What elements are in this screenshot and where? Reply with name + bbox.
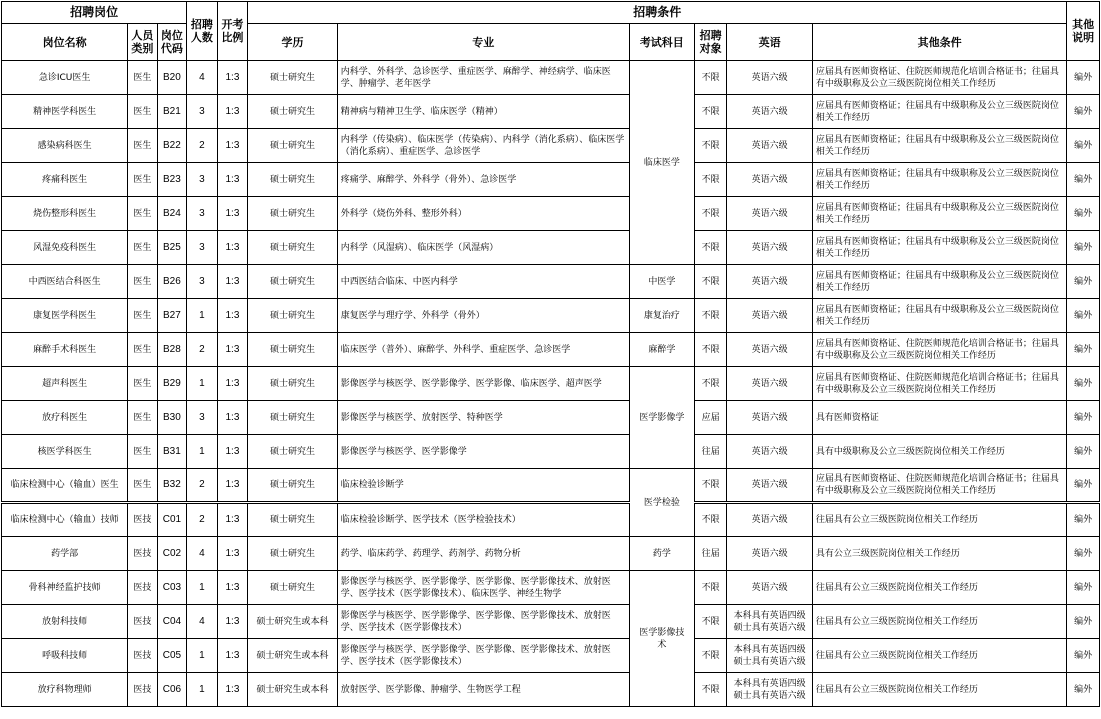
note-cell: 编外 xyxy=(1067,673,1100,707)
count-cell: 3 xyxy=(187,163,218,197)
note-cell: 编外 xyxy=(1067,537,1100,571)
count-cell: 2 xyxy=(187,503,218,537)
conditions-cell: 应届具有医师资格证、住院医师规范化培训合格证书；往届具有中级职称及公立三级医院岗位相关工作经历 xyxy=(812,469,1066,503)
position-name-cell: 核医学科医生 xyxy=(2,435,128,469)
exam-subject-cell: 医学检验 xyxy=(629,469,694,537)
target-cell: 往届 xyxy=(694,537,727,571)
count-cell: 1 xyxy=(187,639,218,673)
conditions-cell: 应届具有医师资格证、住院医师规范化培训合格证书；往届具有中级职称及公立三级医院岗位相关工作经历 xyxy=(812,61,1066,95)
conditions-cell: 具有公立三级医院岗位相关工作经历 xyxy=(812,537,1066,571)
count-cell: 3 xyxy=(187,197,218,231)
header-english: 英语 xyxy=(727,24,812,61)
target-cell: 不限 xyxy=(694,367,727,401)
target-cell: 不限 xyxy=(694,95,727,129)
position-code-cell: B24 xyxy=(157,197,187,231)
education-cell: 硕士研究生 xyxy=(248,163,338,197)
education-cell: 硕士研究生 xyxy=(248,333,338,367)
major-cell: 内科学、外科学、急诊医学、重症医学、麻醉学、神经病学、临床医学、肿瘤学、老年医学 xyxy=(337,61,629,95)
count-cell: 3 xyxy=(187,231,218,265)
education-cell: 硕士研究生或本科 xyxy=(248,639,338,673)
header-ratio: 开考比例 xyxy=(217,2,248,61)
target-cell: 往届 xyxy=(694,435,727,469)
target-cell: 不限 xyxy=(694,265,727,299)
staff-category-cell: 医技 xyxy=(128,503,158,537)
target-cell: 不限 xyxy=(694,163,727,197)
header-group-position: 招聘岗位 xyxy=(2,2,187,24)
exam-subject-cell: 康复治疗 xyxy=(629,299,694,333)
ratio-cell: 1:3 xyxy=(217,639,248,673)
ratio-cell: 1:3 xyxy=(217,163,248,197)
english-cell: 英语六级 xyxy=(727,299,812,333)
english-cell: 英语六级 xyxy=(727,537,812,571)
major-cell: 影像医学与核医学、医学影像学、医学影像、医学影像技术、放射医学、医学技术（医学影像技术） xyxy=(337,605,629,639)
table-row xyxy=(2,333,1100,367)
conditions-cell: 应届具有医师资格证；往届具有中级职称及公立三级医院岗位相关工作经历 xyxy=(812,197,1066,231)
english-cell: 英语六级 xyxy=(727,95,812,129)
staff-category-cell: 医生 xyxy=(128,163,158,197)
conditions-cell: 往届具有公立三级医院岗位相关工作经历 xyxy=(812,605,1066,639)
note-cell: 编外 xyxy=(1067,197,1100,231)
english-cell: 英语六级 xyxy=(727,503,812,537)
table-row xyxy=(2,435,1100,469)
position-name-cell: 精神医学科医生 xyxy=(2,95,128,129)
major-cell: 内科学（风湿病）、临床医学（风湿病） xyxy=(337,231,629,265)
count-cell: 4 xyxy=(187,61,218,95)
count-cell: 2 xyxy=(187,469,218,503)
english-cell: 本科具有英语四级 硕士具有英语六级 xyxy=(727,605,812,639)
position-code-cell: C05 xyxy=(157,639,187,673)
english-cell: 英语六级 xyxy=(727,231,812,265)
position-code-cell: B31 xyxy=(157,435,187,469)
education-cell: 硕士研究生或本科 xyxy=(248,605,338,639)
position-name-cell: 急诊ICU医生 xyxy=(2,61,128,95)
education-cell: 硕士研究生 xyxy=(248,367,338,401)
conditions-cell: 应届具有医师资格证、住院医师规范化培训合格证书；往届具有中级职称及公立三级医院岗位相关工作经历 xyxy=(812,367,1066,401)
major-cell: 康复医学与理疗学、外科学（骨外） xyxy=(337,299,629,333)
education-cell: 硕士研究生 xyxy=(248,95,338,129)
exam-subject-cell: 麻醉学 xyxy=(629,333,694,367)
major-cell: 精神病与精神卫生学、临床医学（精神） xyxy=(337,95,629,129)
table-row xyxy=(2,571,1100,605)
staff-category-cell: 医技 xyxy=(128,537,158,571)
staff-category-cell: 医生 xyxy=(128,197,158,231)
education-cell: 硕士研究生 xyxy=(248,265,338,299)
english-cell: 英语六级 xyxy=(727,435,812,469)
target-cell: 不限 xyxy=(694,129,727,163)
position-code-cell: C02 xyxy=(157,537,187,571)
position-code-cell: B26 xyxy=(157,265,187,299)
ratio-cell: 1:3 xyxy=(217,401,248,435)
english-cell: 英语六级 xyxy=(727,469,812,503)
position-name-cell: 放疗科物理师 xyxy=(2,673,128,707)
header-staff-category: 人员类别 xyxy=(128,24,158,61)
education-cell: 硕士研究生 xyxy=(248,571,338,605)
note-cell: 编外 xyxy=(1067,95,1100,129)
ratio-cell: 1:3 xyxy=(217,367,248,401)
target-cell: 不限 xyxy=(694,605,727,639)
position-code-cell: C03 xyxy=(157,571,187,605)
education-cell: 硕士研究生 xyxy=(248,197,338,231)
table-row xyxy=(2,537,1100,571)
note-cell: 编外 xyxy=(1067,503,1100,537)
staff-category-cell: 医技 xyxy=(128,571,158,605)
staff-category-cell: 医生 xyxy=(128,231,158,265)
major-cell: 影像医学与核医学、医学影像学、医学影像、医学影像技术、放射医学、医学技术（医学影像技术）、临床医学、神经生物学 xyxy=(337,571,629,605)
header-position-name: 岗位名称 xyxy=(2,24,128,61)
target-cell: 不限 xyxy=(694,197,727,231)
count-cell: 1 xyxy=(187,299,218,333)
english-cell: 英语六级 xyxy=(727,401,812,435)
english-cell: 英语六级 xyxy=(727,129,812,163)
count-cell: 1 xyxy=(187,435,218,469)
ratio-cell: 1:3 xyxy=(217,129,248,163)
table-row xyxy=(2,605,1100,639)
english-cell: 英语六级 xyxy=(727,163,812,197)
exam-subject-cell: 医学影像学 xyxy=(629,367,694,469)
position-name-cell: 临床检测中心（输血）技师 xyxy=(2,503,128,537)
ratio-cell: 1:3 xyxy=(217,571,248,605)
ratio-cell: 1:3 xyxy=(217,537,248,571)
conditions-cell: 往届具有公立三级医院岗位相关工作经历 xyxy=(812,673,1066,707)
ratio-cell: 1:3 xyxy=(217,435,248,469)
exam-subject-cell: 药学 xyxy=(629,537,694,571)
staff-category-cell: 医生 xyxy=(128,333,158,367)
target-cell: 应届 xyxy=(694,401,727,435)
ratio-cell: 1:3 xyxy=(217,503,248,537)
conditions-cell: 应届具有医师资格证；往届具有中级职称及公立三级医院岗位相关工作经历 xyxy=(812,299,1066,333)
note-cell: 编外 xyxy=(1067,129,1100,163)
position-name-cell: 康复医学科医生 xyxy=(2,299,128,333)
education-cell: 硕士研究生 xyxy=(248,231,338,265)
staff-category-cell: 医技 xyxy=(128,673,158,707)
ratio-cell: 1:3 xyxy=(217,299,248,333)
position-code-cell: B30 xyxy=(157,401,187,435)
major-cell: 放射医学、医学影像、肿瘤学、生物医学工程 xyxy=(337,673,629,707)
position-code-cell: B22 xyxy=(157,129,187,163)
education-cell: 硕士研究生 xyxy=(248,435,338,469)
conditions-cell: 应届具有医师资格证；往届具有中级职称及公立三级医院岗位相关工作经历 xyxy=(812,95,1066,129)
note-cell: 编外 xyxy=(1067,367,1100,401)
ratio-cell: 1:3 xyxy=(217,265,248,299)
header-target: 招聘对象 xyxy=(694,24,727,61)
position-name-cell: 放射科技师 xyxy=(2,605,128,639)
position-name-cell: 放疗科医生 xyxy=(2,401,128,435)
count-cell: 1 xyxy=(187,571,218,605)
position-code-cell: C01 xyxy=(157,503,187,537)
english-cell: 英语六级 xyxy=(727,333,812,367)
staff-category-cell: 医生 xyxy=(128,265,158,299)
major-cell: 临床检验诊断学 xyxy=(337,469,629,503)
conditions-cell: 应届具有医师资格证；往届具有中级职称及公立三级医院岗位相关工作经历 xyxy=(812,129,1066,163)
staff-category-cell: 医技 xyxy=(128,639,158,673)
ratio-cell: 1:3 xyxy=(217,95,248,129)
table-body xyxy=(2,61,1100,707)
table-row xyxy=(2,401,1100,435)
staff-category-cell: 医生 xyxy=(128,299,158,333)
exam-subject-cell: 临床医学 xyxy=(629,61,694,265)
major-cell: 临床检验诊断学、医学技术（医学检验技术） xyxy=(337,503,629,537)
education-cell: 硕士研究生或本科 xyxy=(248,673,338,707)
table-row xyxy=(2,265,1100,299)
count-cell: 4 xyxy=(187,537,218,571)
english-cell: 英语六级 xyxy=(727,197,812,231)
target-cell: 不限 xyxy=(694,571,727,605)
major-cell: 药学、临床药学、药理学、药剂学、药物分析 xyxy=(337,537,629,571)
count-cell: 2 xyxy=(187,129,218,163)
note-cell: 编外 xyxy=(1067,605,1100,639)
table-row xyxy=(2,639,1100,673)
count-cell: 3 xyxy=(187,95,218,129)
note-cell: 编外 xyxy=(1067,299,1100,333)
note-cell: 编外 xyxy=(1067,333,1100,367)
conditions-cell: 具有中级职称及公立三级医院岗位相关工作经历 xyxy=(812,435,1066,469)
conditions-cell: 应届具有医师资格证、住院医师规范化培训合格证书；往届具有中级职称及公立三级医院岗位相关工作经历 xyxy=(812,333,1066,367)
major-cell: 影像医学与核医学、医学影像学、医学影像、临床医学、超声医学 xyxy=(337,367,629,401)
note-cell: 编外 xyxy=(1067,61,1100,95)
staff-category-cell: 医生 xyxy=(128,435,158,469)
count-cell: 1 xyxy=(187,673,218,707)
position-code-cell: B32 xyxy=(157,469,187,503)
major-cell: 临床医学（普外）、麻醉学、外科学、重症医学、急诊医学 xyxy=(337,333,629,367)
recruitment-table xyxy=(1,1,1100,707)
count-cell: 4 xyxy=(187,605,218,639)
education-cell: 硕士研究生 xyxy=(248,299,338,333)
header-count: 招聘人数 xyxy=(187,2,218,61)
table-row xyxy=(2,163,1100,197)
header-other-notes: 其他说明 xyxy=(1067,2,1100,61)
education-cell: 硕士研究生 xyxy=(248,129,338,163)
english-cell: 英语六级 xyxy=(727,265,812,299)
position-code-cell: B21 xyxy=(157,95,187,129)
position-name-cell: 感染病科医生 xyxy=(2,129,128,163)
staff-category-cell: 医生 xyxy=(128,367,158,401)
education-cell: 硕士研究生 xyxy=(248,61,338,95)
note-cell: 编外 xyxy=(1067,435,1100,469)
conditions-cell: 应届具有医师资格证；往届具有中级职称及公立三级医院岗位相关工作经历 xyxy=(812,163,1066,197)
english-cell: 英语六级 xyxy=(727,571,812,605)
table-row xyxy=(2,673,1100,707)
position-name-cell: 药学部 xyxy=(2,537,128,571)
ratio-cell: 1:3 xyxy=(217,231,248,265)
position-code-cell: B27 xyxy=(157,299,187,333)
header-exam-subject: 考试科目 xyxy=(629,24,694,61)
position-code-cell: B29 xyxy=(157,367,187,401)
table-row xyxy=(2,61,1100,95)
staff-category-cell: 医技 xyxy=(128,605,158,639)
major-cell: 中西医结合临床、中医内科学 xyxy=(337,265,629,299)
table-row xyxy=(2,231,1100,265)
conditions-cell: 往届具有公立三级医院岗位相关工作经历 xyxy=(812,503,1066,537)
english-cell: 英语六级 xyxy=(727,367,812,401)
target-cell: 不限 xyxy=(694,231,727,265)
position-code-cell: B28 xyxy=(157,333,187,367)
count-cell: 2 xyxy=(187,333,218,367)
ratio-cell: 1:3 xyxy=(217,197,248,231)
staff-category-cell: 医生 xyxy=(128,95,158,129)
staff-category-cell: 医生 xyxy=(128,129,158,163)
header-education: 学历 xyxy=(248,24,338,61)
conditions-cell: 应届具有医师资格证；往届具有中级职称及公立三级医院岗位相关工作经历 xyxy=(812,265,1066,299)
position-code-cell: B23 xyxy=(157,163,187,197)
table-row xyxy=(2,197,1100,231)
major-cell: 影像医学与核医学、医学影像学 xyxy=(337,435,629,469)
staff-category-cell: 医生 xyxy=(128,401,158,435)
conditions-cell: 往届具有公立三级医院岗位相关工作经历 xyxy=(812,639,1066,673)
position-name-cell: 骨科神经监护技师 xyxy=(2,571,128,605)
position-name-cell: 呼吸科技师 xyxy=(2,639,128,673)
education-cell: 硕士研究生 xyxy=(248,503,338,537)
note-cell: 编外 xyxy=(1067,265,1100,299)
ratio-cell: 1:3 xyxy=(217,673,248,707)
position-name-cell: 风湿免疫科医生 xyxy=(2,231,128,265)
target-cell: 不限 xyxy=(694,503,727,537)
count-cell: 3 xyxy=(187,265,218,299)
major-cell: 疼痛学、麻醉学、外科学（骨外）、急诊医学 xyxy=(337,163,629,197)
note-cell: 编外 xyxy=(1067,571,1100,605)
major-cell: 内科学（传染病）、临床医学（传染病）、内科学（消化系病）、临床医学（消化系病）、重症医学、急诊医学 xyxy=(337,129,629,163)
note-cell: 编外 xyxy=(1067,163,1100,197)
note-cell: 编外 xyxy=(1067,469,1100,503)
position-code-cell: B25 xyxy=(157,231,187,265)
table-row xyxy=(2,367,1100,401)
target-cell: 不限 xyxy=(694,299,727,333)
header-other-conditions: 其他条件 xyxy=(812,24,1066,61)
exam-subject-cell: 医学影像技术 xyxy=(629,571,694,707)
table-row xyxy=(2,129,1100,163)
ratio-cell: 1:3 xyxy=(217,333,248,367)
table-row xyxy=(2,469,1100,503)
note-cell: 编外 xyxy=(1067,639,1100,673)
table-row xyxy=(2,299,1100,333)
staff-category-cell: 医生 xyxy=(128,61,158,95)
ratio-cell: 1:3 xyxy=(217,61,248,95)
conditions-cell: 应届具有医师资格证；往届具有中级职称及公立三级医院岗位相关工作经历 xyxy=(812,231,1066,265)
target-cell: 不限 xyxy=(694,61,727,95)
staff-category-cell: 医生 xyxy=(128,469,158,503)
position-code-cell: B20 xyxy=(157,61,187,95)
position-name-cell: 中西医结合科医生 xyxy=(2,265,128,299)
target-cell: 不限 xyxy=(694,333,727,367)
conditions-cell: 往届具有公立三级医院岗位相关工作经历 xyxy=(812,571,1066,605)
header-position-code: 岗位代码 xyxy=(157,24,187,61)
major-cell: 外科学（烧伤外科、整形外科） xyxy=(337,197,629,231)
ratio-cell: 1:3 xyxy=(217,605,248,639)
position-name-cell: 疼痛科医生 xyxy=(2,163,128,197)
english-cell: 英语六级 xyxy=(727,61,812,95)
education-cell: 硕士研究生 xyxy=(248,401,338,435)
english-cell: 本科具有英语四级 硕士具有英语六级 xyxy=(727,673,812,707)
target-cell: 不限 xyxy=(694,673,727,707)
header-major: 专业 xyxy=(337,24,629,61)
position-name-cell: 超声科医生 xyxy=(2,367,128,401)
target-cell: 不限 xyxy=(694,639,727,673)
note-cell: 编外 xyxy=(1067,231,1100,265)
position-name-cell: 临床检测中心（输血）医生 xyxy=(2,469,128,503)
table-row xyxy=(2,95,1100,129)
count-cell: 3 xyxy=(187,401,218,435)
ratio-cell: 1:3 xyxy=(217,469,248,503)
major-cell: 影像医学与核医学、医学影像学、医学影像、医学影像技术、放射医学、医学技术（医学影像技术） xyxy=(337,639,629,673)
english-cell: 本科具有英语四级 硕士具有英语六级 xyxy=(727,639,812,673)
major-cell: 影像医学与核医学、放射医学、特种医学 xyxy=(337,401,629,435)
conditions-cell: 具有医师资格证 xyxy=(812,401,1066,435)
position-name-cell: 烧伤整形科医生 xyxy=(2,197,128,231)
position-code-cell: C06 xyxy=(157,673,187,707)
table-row xyxy=(2,503,1100,537)
target-cell: 不限 xyxy=(694,469,727,503)
count-cell: 1 xyxy=(187,367,218,401)
education-cell: 硕士研究生 xyxy=(248,469,338,503)
education-cell: 硕士研究生 xyxy=(248,537,338,571)
header-group-conditions: 招聘条件 xyxy=(248,2,1067,24)
position-code-cell: C04 xyxy=(157,605,187,639)
exam-subject-cell: 中医学 xyxy=(629,265,694,299)
position-name-cell: 麻醉手术科医生 xyxy=(2,333,128,367)
note-cell: 编外 xyxy=(1067,401,1100,435)
